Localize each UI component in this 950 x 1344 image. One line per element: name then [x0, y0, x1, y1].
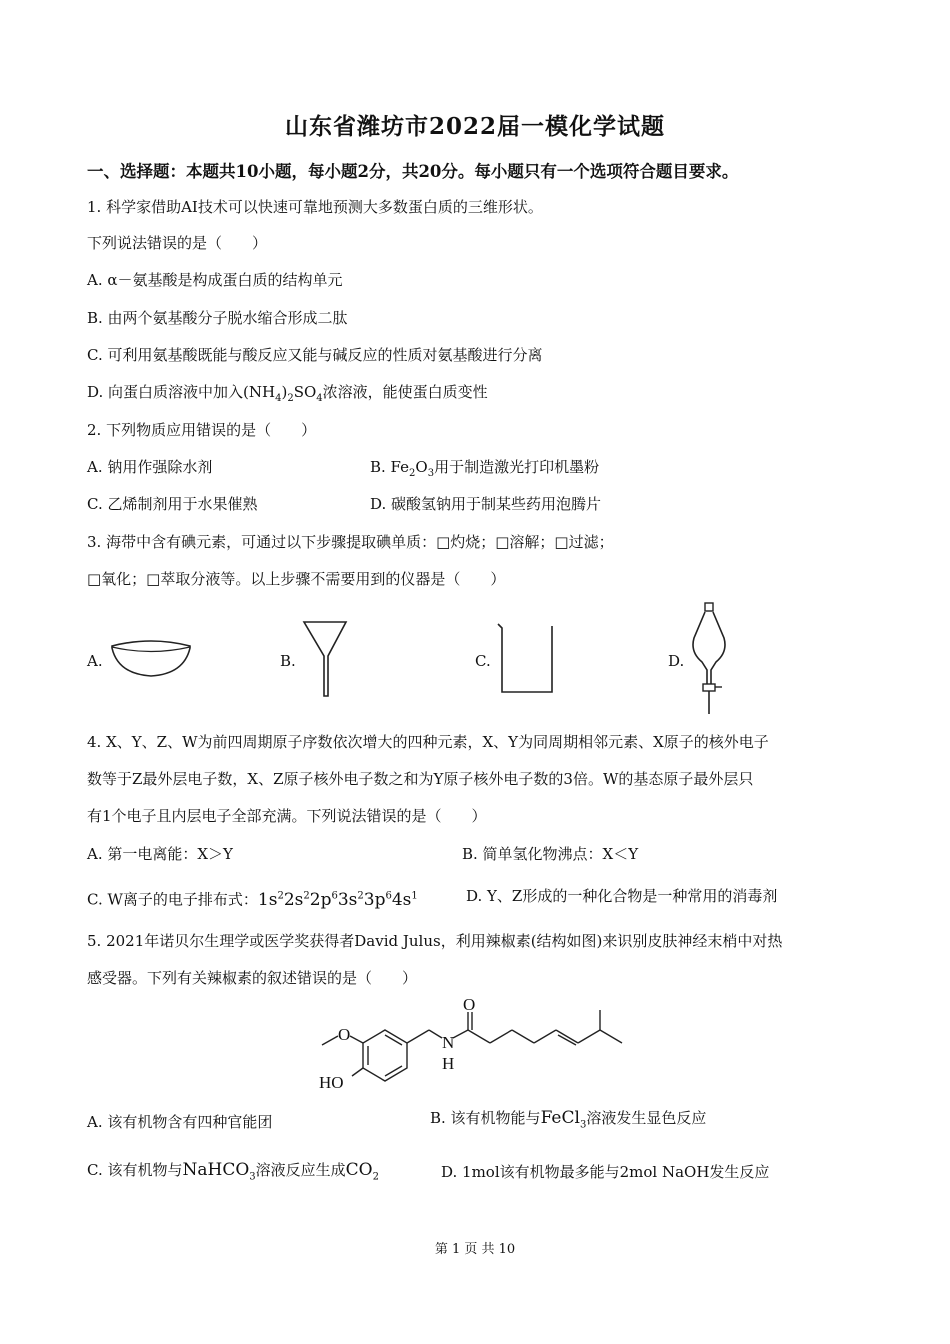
capsaicin-structure-diagram [300, 996, 640, 1096]
q2-option-d: D. 碳酸氢钠用于制某些药用泡腾片 [370, 495, 602, 513]
structure-ho: HO [319, 1073, 344, 1092]
q1-stem: 1. 科学家借助AI技术可以快速可靠地预测大多数蛋白质的三维形状。 [87, 198, 543, 216]
q5-line1: 5. 2021年诺贝尔生理学或医学奖获得者David Julus，利用辣椒素(结构如图)来识别皮肤神经末梢中对热 [87, 932, 783, 950]
q4-option-a: A. 第一电离能：X＞Y [87, 845, 233, 863]
q4-option-d: D. Y、Z形成的一种化合物是一种常用的消毒剂 [466, 887, 778, 905]
q1-option-b: B. 由两个氨基酸分子脱水缩合形成二肽 [87, 309, 348, 327]
structure-o-carbonyl: O [463, 995, 476, 1014]
q2-option-c: C. 乙烯制剂用于水果催熟 [87, 495, 258, 513]
page-number: 第 1 页 共 10 [434, 1242, 516, 1257]
page-title: 山东省潍坊市2022届一模化学试题 [284, 113, 665, 140]
q4-line2: 数等于Z最外层电子数，X、Z原子核外电子数之和为Y原子核外电子数的3倍。W的基态原子最外层只 [87, 770, 754, 788]
q3-option-a-label: A. [87, 652, 103, 670]
q3-option-d-label: D. [668, 652, 685, 670]
evaporating-dish-icon [108, 638, 194, 680]
q4-option-b: B. 简单氢化物沸点：X＜Y [462, 845, 639, 863]
structure-h: H [442, 1054, 455, 1073]
q5-option-a: A. 该有机物含有四种官能团 [87, 1113, 273, 1131]
structure-o-methoxy: O [338, 1025, 351, 1044]
q5-option-d: D. 1mol该有机物最多能与2mol NaOH发生反应 [441, 1163, 770, 1181]
q2-option-a: A. 钠用作强除水剂 [87, 458, 213, 476]
q4-line3: 有1个电子且内层电子全部充满。下列说法错误的是（ ） [87, 807, 487, 825]
section-heading: 一、选择题：本题共10小题，每小题2分，共20分。每小题只有一个选项符合题目要求。 [87, 162, 739, 181]
q3-line2: □氧化；□萃取分液等。以上步骤不需要用到的仪器是（ ） [87, 570, 506, 588]
funnel-icon [302, 620, 350, 700]
q3-line1: 3. 海带中含有碘元素，可通过以下步骤提取碘单质：□灼烧；□溶解；□过滤； [87, 533, 614, 551]
q5-option-b: B. 该有机物能与FeCl$_3$溶液发生显色反应 [430, 1108, 707, 1131]
q5-option-c: C. 该有机物与NaHCO$_3$溶液反应生成$CO_2$ [87, 1160, 379, 1183]
q3-option-c-label: C. [475, 652, 491, 670]
q1-prompt: 下列说法错误的是（ ） [87, 234, 268, 252]
q1-option-c: C. 可利用氨基酸既能与酸反应又能与碱反应的性质对氨基酸进行分离 [87, 346, 543, 364]
q5-line2: 感受器。下列有关辣椒素的叙述错误的是（ ） [87, 969, 418, 987]
q4-line1: 4. X、Y、Z、W为前四周期原子序数依次增大的四种元素，X、Y为同周期相邻元素、X原子的核外电子 [87, 733, 769, 751]
separatory-funnel-icon [688, 600, 734, 718]
q4-option-c: C. W离子的电子排布式：$1s^22s^22p^63s^23p^64s^1$ [87, 889, 418, 910]
structure-n: N [442, 1033, 455, 1052]
q3-option-b-label: B. [280, 652, 296, 670]
q1-option-d: D. 向蛋白质溶液中加入$(NH_4)_2SO_4$浓溶液，能使蛋白质变性 [87, 383, 488, 404]
q2-option-b: B. $Fe_2O_3$用于制造激光打印机墨粉 [370, 458, 600, 479]
q2-stem: 2. 下列物质应用错误的是（ ） [87, 421, 317, 439]
beaker-icon [496, 622, 558, 696]
q1-option-a: A. α－氨基酸是构成蛋白质的结构单元 [87, 271, 343, 289]
